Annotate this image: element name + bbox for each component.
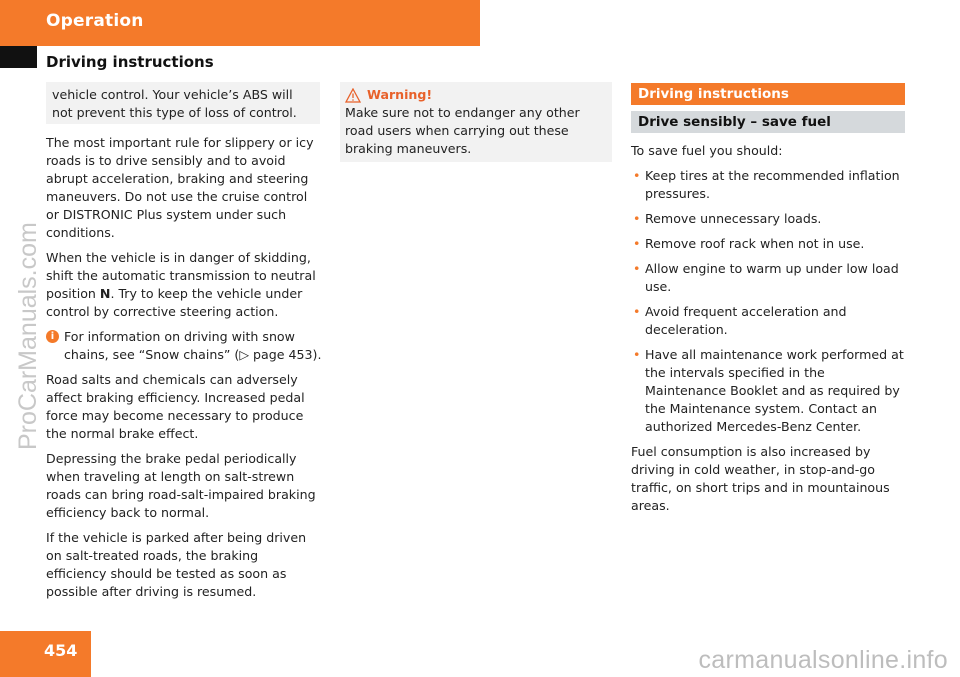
- side-watermark: ProCarManuals.com: [14, 222, 42, 450]
- list-item: [631, 303, 907, 339]
- list-item-text: Allow engine to warm up under low load use.: [645, 261, 899, 294]
- paragraph-road-salts: Road salts and chemicals can adversely affect braking efficiency. Increased pedal force may become necessary to produce the normal brake effect.: [46, 372, 305, 441]
- info-note-text: For information on driving with snow chains, see “Snow chains” (▷ page 453).: [64, 329, 322, 362]
- paragraph-brake-pedal: Depressing the brake pedal periodically when traveling at length on salt-strewn roads can bring road-salt-impaired braking efficiency back to normal.: [46, 451, 316, 520]
- list-item-text: Remove roof rack when not in use.: [645, 236, 865, 251]
- bullet-icon: •: [633, 236, 641, 251]
- warning-header: [345, 86, 607, 104]
- list-item: [631, 210, 907, 228]
- continued-note-box: [46, 82, 320, 124]
- bullet-icon: •: [633, 261, 641, 276]
- bullet-icon: •: [633, 347, 641, 362]
- paragraph-slippery-roads: The most important rule for slippery or icy roads is to drive sensibly and to avoid abrupt acceleration, braking and steering maneuvers. Do not use the cruise control or DISTRONIC Plus system under such conditions.: [46, 135, 314, 240]
- continued-note-text: vehicle control. Your vehicle’s ABS will not prevent this type of loss of control.: [52, 87, 297, 120]
- list-item: [631, 235, 907, 253]
- column-left: [46, 134, 322, 608]
- fuel-intro: To save fuel you should:: [631, 143, 783, 158]
- list-item: [631, 260, 907, 296]
- list-item: [631, 346, 907, 436]
- column-right: [631, 142, 907, 522]
- fuel-outro: Fuel consumption is also increased by driving in cold weather, in stop-and-go traffic, on short trips and in mountainous areas.: [631, 444, 890, 513]
- section-heading: Driving instructions: [631, 83, 905, 105]
- warning-text: Make sure not to endanger any other road users when carrying out these braking maneuvers.: [345, 105, 580, 156]
- paragraph-skidding-text-b: . Try to keep the vehicle under control by corrective steering action.: [46, 286, 303, 319]
- subsection-heading: Drive sensibly – save fuel: [631, 111, 905, 133]
- fuel-tips-list: [631, 167, 907, 436]
- info-icon: i: [46, 330, 59, 343]
- list-item: [631, 167, 907, 203]
- list-item-text: Keep tires at the recommended inflation pressures.: [645, 168, 900, 201]
- warning-title: Warning!: [367, 87, 433, 102]
- paragraph-skidding: [46, 249, 322, 321]
- bullet-icon: •: [633, 211, 641, 226]
- page-number: 454: [44, 641, 78, 660]
- list-item-text: Avoid frequent acceleration and deceleration.: [645, 304, 847, 337]
- footer-watermark: carmanualsonline.info: [698, 646, 948, 674]
- list-item-text: Have all maintenance work performed at the intervals specified in the Maintenance Booklet and as required by the Maintenance system. Contact an authorized Mercedes-Benz Center.: [645, 347, 904, 434]
- paragraph-skidding-text-a: When the vehicle is in danger of skidding, shift the automatic transmission to neutral position: [46, 250, 316, 301]
- bullet-icon: •: [633, 168, 641, 183]
- paragraph-parked-vehicle: If the vehicle is parked after being driven on salt-treated roads, the braking efficiency should be tested as soon as possible after driving is resumed.: [46, 530, 307, 599]
- warning-triangle-icon: [345, 88, 361, 103]
- warning-box: [340, 82, 612, 162]
- section-title: Operation: [46, 11, 144, 31]
- gear-position-n: N: [99, 286, 111, 301]
- list-item-text: Remove unnecessary loads.: [645, 211, 822, 226]
- info-note: [46, 328, 322, 364]
- page-subtitle: Driving instructions: [46, 53, 214, 71]
- bullet-icon: •: [633, 304, 641, 319]
- header-tab-marker: [0, 46, 37, 68]
